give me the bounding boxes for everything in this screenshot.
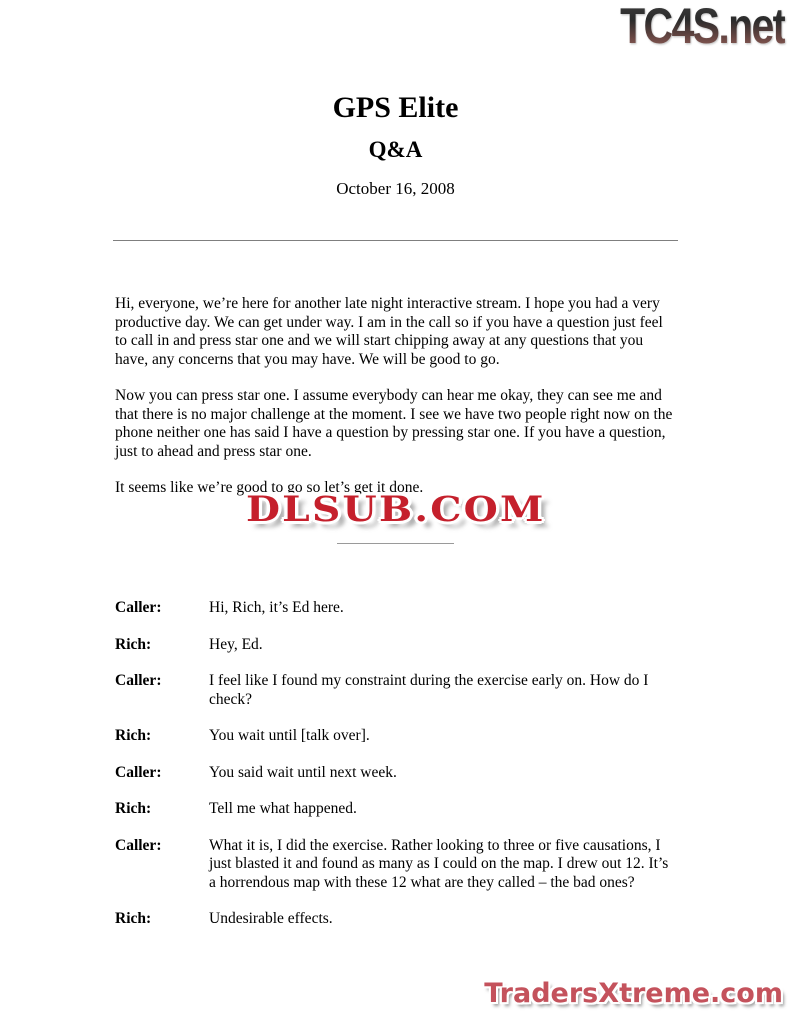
transcript: [115, 599, 675, 947]
horizontal-divider: [113, 240, 678, 241]
dialogue-entry: [115, 599, 675, 618]
intro-paragraph: It seems like we’re good to go so let’s get it done.: [115, 479, 424, 496]
intro-paragraph: Now you can press star one. I assume everybody can hear me okay, they can see me and that there is no major challenge at the moment. I see we have two people right now on the phone neither one has said I have a question by pressing star one. If you have a question, just to ahead and press star one.: [115, 387, 673, 460]
header-logo-container: [584, 0, 785, 54]
dialogue-speaker-label: Caller:: [115, 763, 162, 781]
dialogue-text: I feel like I found my constraint during the exercise early on. How do I check?: [209, 672, 649, 708]
dialogue-text: Hey, Ed.: [209, 635, 263, 653]
dialogue-entry: [115, 800, 675, 819]
document-title: GPS Elite: [332, 91, 459, 124]
footer-logo-container: [484, 977, 783, 1011]
dialogue-speaker-label: Rich:: [115, 727, 152, 744]
document-subtitle: Q&A: [368, 137, 423, 162]
dialogue-entry: [115, 672, 675, 709]
dialogue-text: What it is, I did the exercise. Rather looking to three or five causations, I just blasted it and found as many as I could on the map. I drew out 12. It’s a horrendous map with these 12 what are they called – the bad ones?: [209, 836, 669, 891]
section-divider: [337, 543, 454, 544]
dialogue-entry: [115, 764, 675, 783]
tradersxtreme-site-logo: TradersXtreme.com: [484, 978, 783, 1009]
intro-section: [115, 295, 678, 498]
dialogue-text: You wait until [talk over].: [209, 727, 370, 744]
dialogue-entry: [115, 910, 675, 929]
dialogue-speaker-label: Caller:: [115, 599, 162, 616]
watermark-container: [0, 489, 791, 531]
dialogue-speaker-label: Caller:: [115, 672, 162, 689]
dialogue-text: Tell me what happened.: [209, 800, 357, 817]
dialogue-entry: [115, 636, 675, 655]
dialogue-speaker-label: Rich:: [115, 800, 152, 817]
dialogue-text: Undesirable effects.: [209, 910, 333, 927]
dialogue-entry: [115, 727, 675, 746]
dialogue-text: Hi, Rich, it’s Ed here.: [209, 599, 344, 616]
dialogue-speaker-label: Rich:: [115, 910, 152, 927]
intro-paragraph: Hi, everyone, we’re here for another late night interactive stream. I hope you had a very productive day. We can get under way. I am in the call so if you have a question just feel to call in and press star one and we will start chipping away at any questions that you have, any concerns that you may have. We will be good to go.: [115, 295, 663, 368]
dialogue-speaker-label: Caller:: [115, 836, 162, 854]
dialogue-text: You said wait until next week.: [209, 763, 397, 781]
document-date: October 16, 2008: [336, 179, 455, 198]
dialogue-speaker-label: Rich:: [115, 635, 152, 653]
dialogue-entry: [115, 837, 675, 893]
dlsub-watermark-logo: DLSUB.COM: [245, 489, 546, 530]
tc4s-site-logo: TC4S.net: [620, 0, 785, 54]
